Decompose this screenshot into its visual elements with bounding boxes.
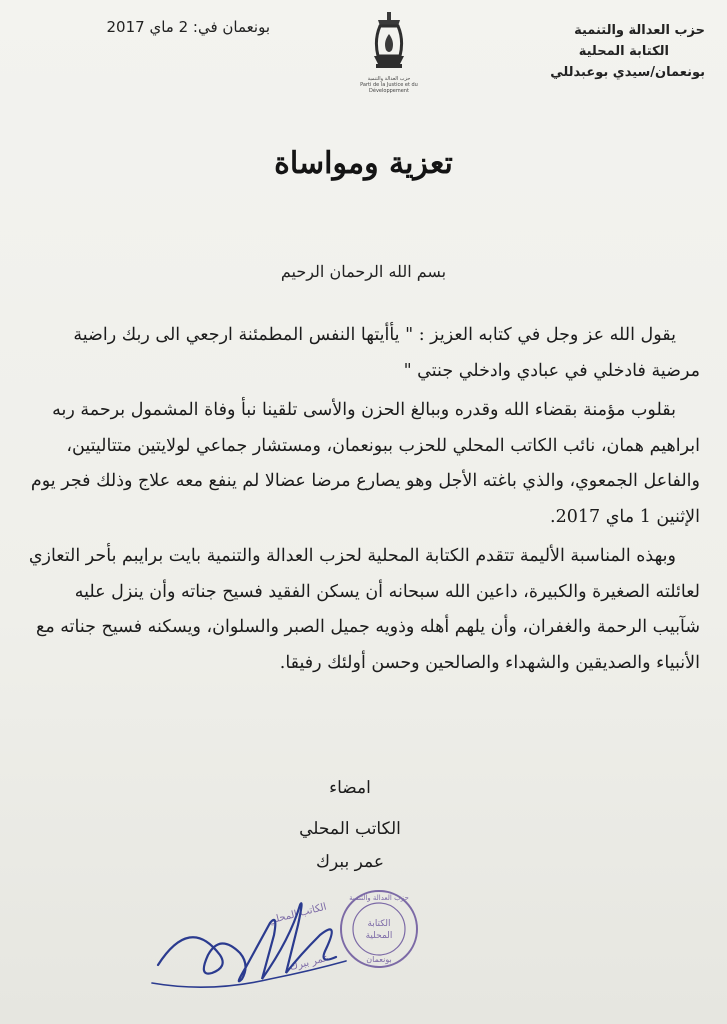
letter-date: بونعمان في: 2 ماي 2017 xyxy=(106,18,270,36)
lantern-logo-icon xyxy=(348,10,430,94)
logo-caption: حزب العدالة والتنمية Parti de la Justice et du Développement xyxy=(360,76,418,94)
signature-block xyxy=(250,772,450,879)
stamp-center-text-2: المحلية xyxy=(365,931,393,941)
stamp-name-text: عمر ببرك xyxy=(288,952,331,973)
letter-body xyxy=(28,318,700,681)
stamp-center-text-1: الكتابة xyxy=(367,919,391,929)
paragraph-condolence: وبهذه المناسبة الأليمة تتقدم الكتابة المحلية لحزب العدالة والتنمية بايت برايبم بأحر التعازي لعائلته الصغيرة والكبيرة، داعين الله سبحانه أن يسكن الفقيد فسيح جناته وأن ينزل عليه شآبيب الرحمة والغفران، وأن يلهم أهله وذويه جميل الصبر والسلوان، ويسكنه فسيح جناته مع الأنبياء والصديقين والشهداء والصالحين وحسن أولئك رفيقا. xyxy=(28,546,700,673)
page-title: تعزية ومواساة xyxy=(274,146,453,181)
round-stamp xyxy=(338,888,420,970)
signature-name: عمر ببرك xyxy=(315,852,384,872)
signature-label: امضاء xyxy=(329,778,371,798)
quote-paragraph: يقول الله عز وجل في كتابه العزيز : " يأأيتها النفس المطمئنة ارجعي الى ربك راضية مرضية فادخلي في عبادي وادخلي جنتي " xyxy=(73,325,700,381)
party-location: بونعمان/سيدي بوعبدللي xyxy=(550,65,705,80)
party-header xyxy=(485,20,705,83)
stamp-bottom-text: بونعمان xyxy=(366,955,392,964)
basmala: بسم الله الرحمان الرحيم xyxy=(280,262,447,281)
stamp-party-text: حزب العدالة والتنمية xyxy=(349,894,409,902)
signature-role: الكاتب المحلي xyxy=(299,819,401,839)
handwritten-signature-icon xyxy=(150,895,350,995)
party-name: حزب العدالة والتنمية xyxy=(574,23,705,38)
paragraph-announcement: بقلوب مؤمنة بقضاء الله وقدره وببالغ الحزن والأسى تلقينا نبأ وفاة المشمول برحمة ربه ابراهيم همان، نائب الكاتب المحلي للحزب ببونعمان، ومستشار جماعي لولايتين متتاليتين، والفاعل الجمعوي، والذي باغته الأجل وهو يصارع مرضا عضالا لم ينفع معه علاج وذلك فجر يوم الإثنين 1 ماي 2017. xyxy=(30,400,700,527)
party-office: الكتابة المحلية xyxy=(578,44,669,59)
stamp-role-text: الكاتب المحلي xyxy=(266,901,328,927)
